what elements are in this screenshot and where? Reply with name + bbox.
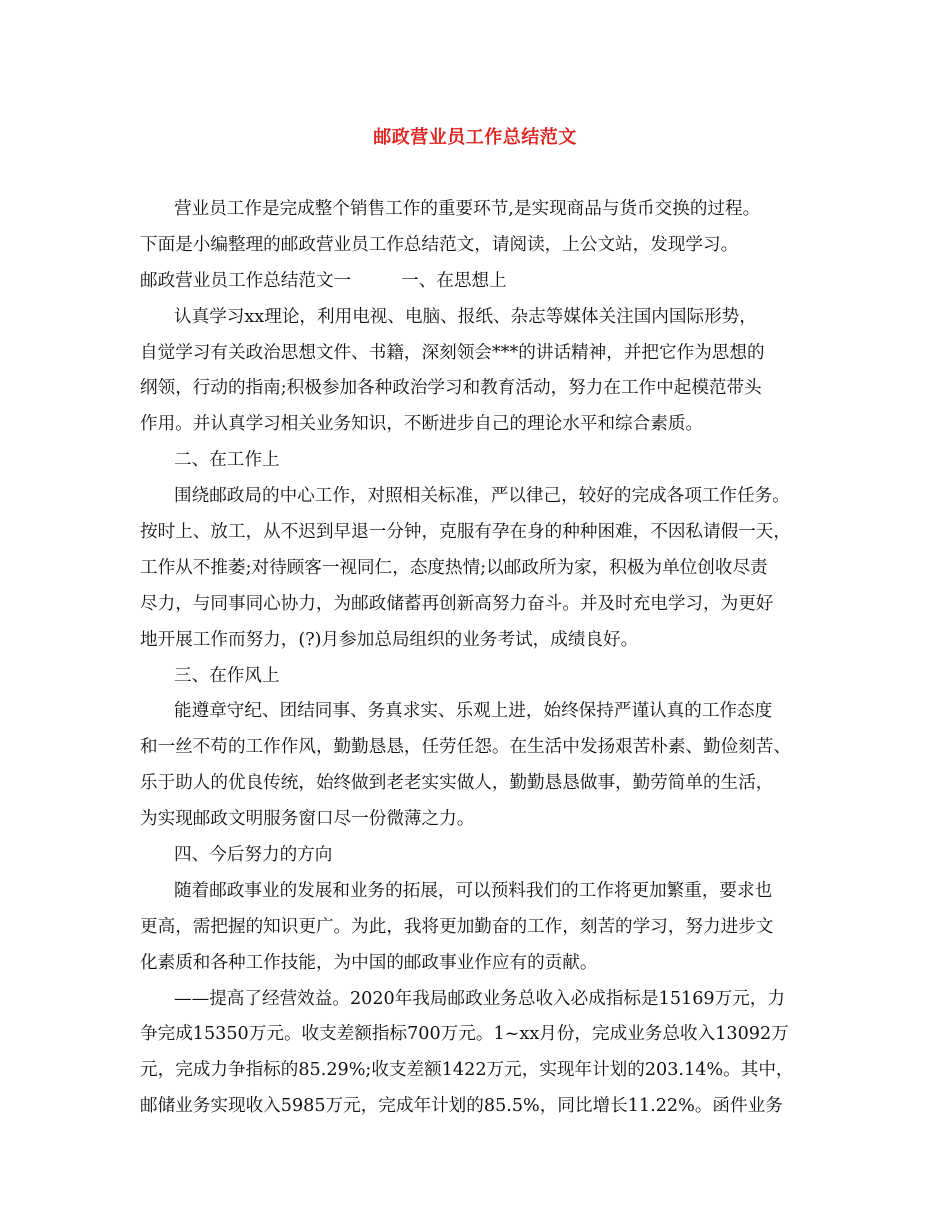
paragraph-line: 围绕邮政局的中心工作，对照相关标准，严以律己，较好的完成各项工作任务。 [174,486,790,507]
section-heading-line [140,264,830,300]
paragraph-line: 更高，需把握的知识更广。为此，我将更加勤奋的工作，刻苦的学习，努力进步文 [140,916,774,937]
paragraph-line: 尽力，与同事同心协力，为邮政储蓄再创新高努力奋斗。并及时充电学习，为更好 [140,593,774,614]
document-title: 邮政营业员工作总结范文 [373,127,577,148]
section-heading: 四、今后努力的方向 [174,845,333,866]
paragraph-line: 为实现邮政文明服务窗口尽一份微薄之力。 [140,809,475,830]
paragraph-line: 化素质和各种工作技能，为中国的邮政事业作应有的贡献。 [140,952,598,973]
paragraph-line: 乐于助人的优良传统，始终做到老老实实做人，勤勤恳恳做事，勤劳简单的生活， [140,773,774,794]
paragraph-line: ——提高了经营效益。2020年我局邮政业务总收入必成指标是15169万元，力 [174,988,785,1009]
paragraph-line: 和一丝不苟的工作作风，勤勤恳恳，任劳任怨。在生活中发扬艰苦朴素、勤俭刻苦、 [140,737,791,758]
section-heading: 三、在作风上 [174,665,280,686]
subtitle: 邮政营业员工作总结范文一 [140,270,352,291]
document-body [140,192,830,1125]
paragraph-line: 作用。并认真学习相关业务知识，不断进步自己的理论水平和综合素质。 [140,414,704,435]
paragraph-line: 下面是小编整理的邮政营业员工作总结范文，请阅读，上公文站，发现学习。 [140,234,739,255]
paragraph-line: 地开展工作而努力，(?)月参加总局组织的业务考试，成绩良好。 [140,629,639,650]
paragraph-line: 元，完成力争指标的85.29%;收支差额1422万元，实现年计划的203.14%。其中， [140,1060,794,1081]
section-heading: 一、在思想上 [401,270,507,291]
paragraph-line: 工作从不推萎;对待顾客一视同仁，态度热情;以邮政所为家，积极为单位创收尽责 [140,557,768,578]
paragraph-line: 能遵章守纪、团结同事、务真求实、乐观上进，始终保持严谨认真的工作态度 [174,701,773,722]
paragraph-line: 争完成15350万元。收支差额指标700万元。1~xx月份，完成业务总收入13092万 [140,1024,789,1045]
paragraph-line: 认真学习xx理论，利用电视、电脑、报纸、杂志等媒体关注国内国际形势， [174,306,757,327]
paragraph-line: 纲领，行动的指南;积极参加各种政治学习和教育活动，努力在工作中起模范带头 [140,378,762,399]
paragraph-line: 按时上、放工，从不迟到早退一分钟，克服有孕在身的种种困难，不因私请假一天， [140,522,791,543]
section-heading: 二、在工作上 [174,450,280,471]
paragraph-line: 自觉学习有关政治思想文件、书籍，深刻领会***的讲话精神，并把它作为思想的 [140,342,765,363]
paragraph-line: 邮储业务实现收入5985万元，完成年计划的85.5%，同比增长11.22%。函件业务 [140,1096,783,1117]
paragraph-line: 随着邮政事业的发展和业务的拓展，可以预料我们的工作将更加繁重，要求也 [174,880,773,901]
paragraph-line: 营业员工作是完成整个销售工作的重要环节,是实现商品与货币交换的过程。 [174,199,761,219]
